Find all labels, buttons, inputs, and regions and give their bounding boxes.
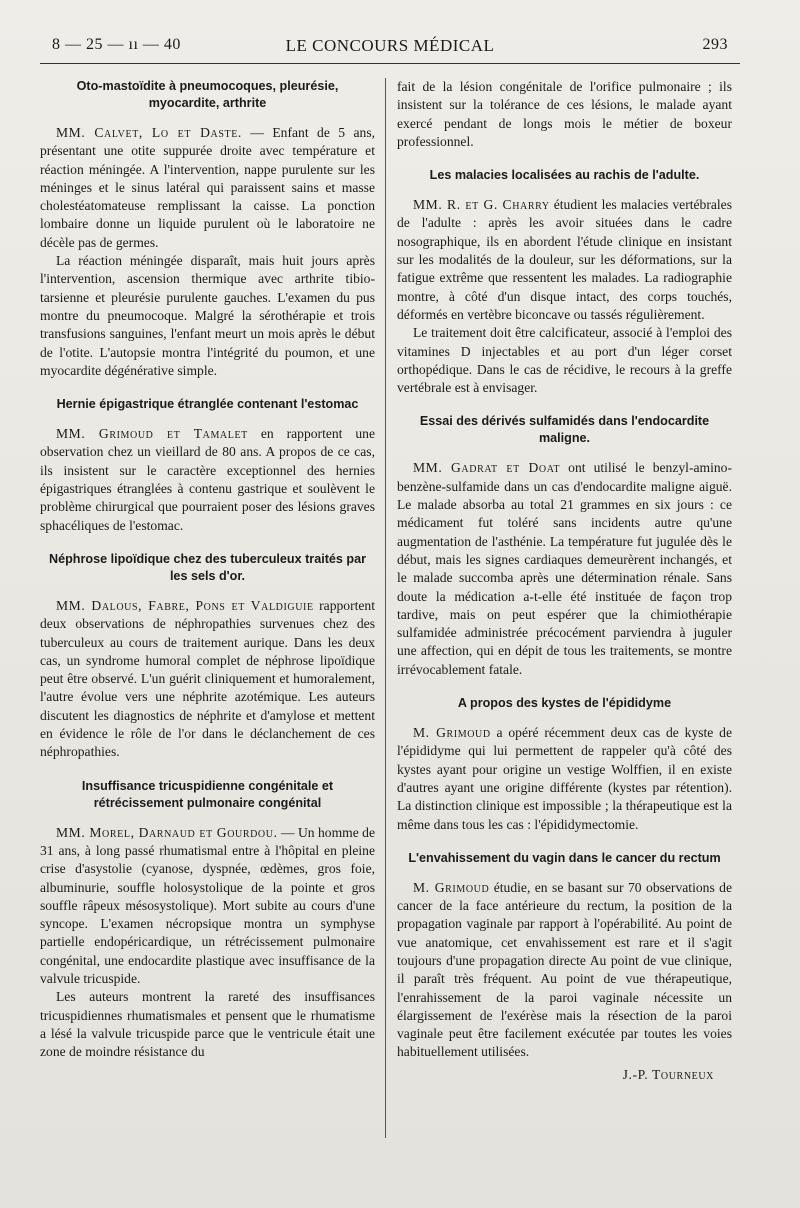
article-title: Oto-mastoïdite à pneumocoques, pleurésie, myocardite, arthrite [76,79,339,110]
article-nephrose-lipoidique [40,551,375,762]
article-paragraph: M. Grimoud étudie, en se basant sur 70 observations de cancer de la face antérieure du rectum, la position de la propagation vaginale par rapport à l'opérabilité. Au point de vue anatomique, cet envahissement est rare et il s'agit toujours d'une propagation directe Au point de vue clinique, il paraît très fréquent. Au point de vue thérapeutique, l'enrahissement de la paroi vaginale nécessite un élargissement de l'exérèse mais la résection de la paroi vaginale peut être facilement exécutée par toutes les voies habituellement utilisées. [397,879,732,1060]
column-divider [385,78,386,1138]
article-title: Néphrose lipoïdique chez des tuberculeux traités par les sels d'or. [48,551,367,583]
article-title: L'envahissement du vagin dans le cancer du rectum [408,850,721,865]
article-authors: MM. Gadrat et Doat [413,460,561,476]
article-paragraph: Les auteurs montrent la rareté des insuffisances tricuspidiennes rhumatismales et pensent que le rhumatisme a lésé la valvule tricuspide parce que le ventricule était une zone de moindre résistance du [40,989,375,1060]
article-paragraph: fait de la lésion congénitale de l'orifice pulmonaire ; ils insistent sur la tolérance de ces lésions, le malade ayant exercé pendant de longs mois le métier de boxeur professionnel. [397,79,732,149]
left-column [40,78,375,1077]
article-title: Les malacies localisées au rachis de l'adulte. [429,168,700,183]
article-title: A propos des kystes de l'épididyme [457,696,672,711]
article-hernie-epigastrique [40,396,375,535]
article-authors: MM. Grimoud et Tamalet [56,426,248,442]
article-paragraph: Le traitement doit être calcificateur, associé à l'emploi des vitamines D injectables et au port d'un léger corset orthopédique. Dans le cas de récidive, le recours à la greffe vertébrale est à envisager. [397,325,732,396]
article-authors: MM. R. et G. Charry [413,197,550,213]
article-paragraph: La réaction méningée disparaît, mais huit jours après l'intervention, ascension thermique avec arthrite tibio-tarsienne et pleurésie purulente gauches. L'examen du pus montre du pneumocoque. Malgré la sérothérapie et trois transfusions sanguines, l'enfant meurt un mois après le début de l'otite. L'autopsie montra l'intégrité du poumon, et une myocardite dégénérative simple. [40,253,375,378]
signature: J.-P. Tourneux [622,1066,714,1082]
article-sulfamides [397,413,732,679]
article-authors: M. Grimoud [413,725,491,741]
page-number: 293 [702,36,728,53]
article-kystes-epididyme [397,695,732,834]
article-title: Essai des dérivés sulfamidés dans l'endocardite maligne. [419,414,710,446]
article-malacies [397,167,732,397]
running-header [52,36,728,58]
article-paragraph: MM. R. et G. Charry étudient les malacies vertébrales de l'adulte : après les avoir situées dans le cadre nosographique, ils en abordent l'étude clinique en insistant sur les modalités de la douleur, sur les déformations, sur la fatigue extrême que ressentent les malades. La radiographie montre, à côté d'un disque intact, des corps touchés, déformés en vertèbre biconcave ou tassés régulièrement. [397,197,732,322]
issue-date: 8 — 25 — ıı — 40 [52,36,181,53]
article-insuffisance-tricuspidienne [40,778,375,1062]
article-paragraph: MM. Calvet, Lo et Daste. — Enfant de 5 ans, présentant une otite suppurée droite avec température et réaction méningée. A l'intervention, nappe purulente sur les méninges et le sinus latéral qui paraissent sains et masse cholestéatomateuse remplissant la caisse. La ponction lombaire donne un liquide purulent où le laboratoire ne décèle pas de germes. [40,125,376,250]
article-cancer-rectum [397,850,732,1084]
article-authors: MM. Calvet, Lo et Daste. [56,125,242,140]
article-oto-mastoidite [40,78,375,380]
article-authors: MM. Dalous, Fabre, Pons et Valdiguie [56,597,314,613]
article-title: Hernie épigastrique étranglée contenant l'estomac [56,397,359,412]
article-paragraph: M. Grimoud a opéré récemment deux cas de kyste de l'épididyme qui lui permettent de rappeler qu'à côté des kystes ayant pour origine un vestige Wolffien, il en existe d'autres ayant une origine différente (kystes par rétention). La distinction clinique est impossible ; la thérapeutique est la même dans tous les cas : l'épididymectomie. [397,725,732,832]
article-title: Insuffisance tricuspidienne congénitale et rétrécissement pulmonaire congénital [81,778,334,810]
article-paragraph: MM. Grimoud et Tamalet en rapportent une observation chez un vieillard de 80 ans. A propos de ce cas, ils insistent sur le caractère exceptionnel des hernies épigastriques étranglées à contenu gastrique et soulèvent le problème chirurgical que pourraient poser des lésions graves sphacéliques de l'estomac. [40,426,376,533]
article-authors: MM. Morel, Darnaud et Gourdou. [56,824,278,840]
article-authors: M. Grimoud [413,879,490,895]
article-continuation [397,78,732,151]
header-rule [40,63,740,64]
article-paragraph: MM. Morel, Darnaud et Gourdou. — Un homme de 31 ans, à long passé rhumatismal entre à l'hôpital en pleine crise d'asystolie (cyanose, dyspnée, œdèmes, gros foie, albuminurie, souffle holosystolique de la pointe et gros souffle râpeux mésosystolique). Mort subite au cours d'une syncope. L'examen nécropsique montra un symphyse partielle endopéricardique, un rétrécissement pulmonaire congénital, une endocardite plastique avec insuffisance de la valvule tricuspide. [40,824,375,986]
journal-title: LE CONCOURS MÉDICAL [285,36,495,55]
article-paragraph: MM. Dalous, Fabre, Pons et Valdiguie rapportent deux observations de néphropathies survenues chez des tuberculeux au cours de traitement aurique. Dans les deux cas, un syndrome humoral complet de néphrose lipoïdique peut être observé. L'un guérit cliniquement et humoralement, l'autre évolue vers une néphrite azotémique. Les auteurs discutent les diagnostics de néphrite et d'amylose et mettent en évidence le rôle de l'or dans le déclanchement de ces néphropathies. [40,597,375,760]
right-column [397,78,732,1100]
article-paragraph: MM. Gadrat et Doat ont utilisé le benzyl-amino-benzène-sulfamide dans un cas d'endocardite maligne aiguë. Le malade absorba au total 21 grammes en six jours : ce médicament fut toléré sans incidents autre qu'une augmentation de l'asthénie. La température fut jugulée dès le début, mais les signes cardiaques demeurèrent inchangés, et le malade succomba après une détermination rénale. Sans doute la médication a-t-elle été instituée de façon trop tardive, mais on peut espérer que la chimiothérapie sulfamidée administrée précocément parviendra à juguler une affection, qui en dépit de tous les traitements, se montre irrévocablement fatale. [397,460,732,677]
